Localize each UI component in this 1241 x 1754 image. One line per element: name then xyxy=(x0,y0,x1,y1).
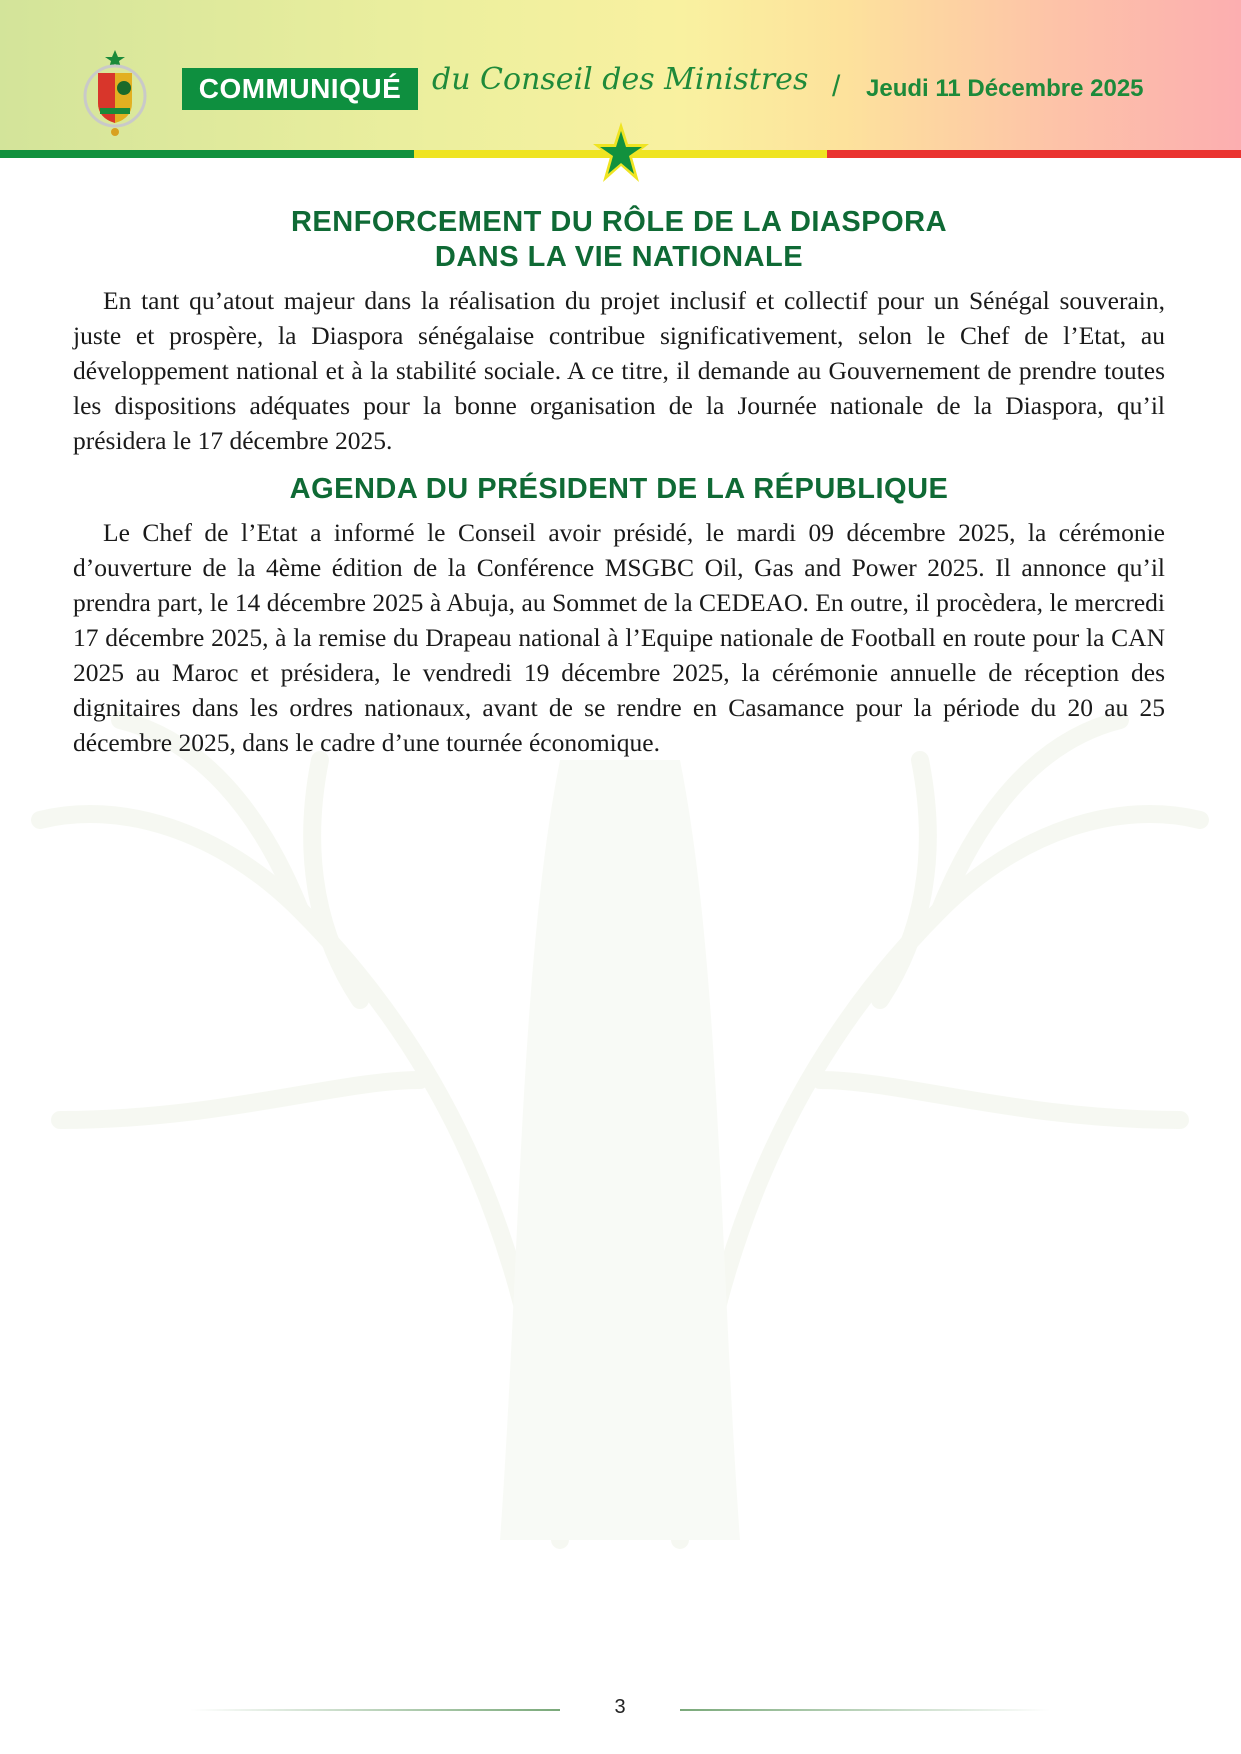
title-separator: / xyxy=(832,70,841,103)
section-heading-diaspora xyxy=(73,205,1165,275)
page-number: 3 xyxy=(614,1696,626,1718)
script-title: du Conseil des Ministres xyxy=(432,62,809,97)
footer-divider-right xyxy=(680,1709,1050,1711)
flag-stripe-green xyxy=(0,150,414,158)
coat-of-arms-icon xyxy=(80,48,150,138)
paragraph-diaspora: En tant qu’atout majeur dans la réalisation du projet inclusif et collectif pour un Sénégal souverain, juste et prospère, la Diaspora sénégalaise contribue significativement, selon le Chef de l’Etat, au développement national et à la stabilité sociale. A ce titre, il demande au Gouvernement de prendre toutes les dispositions adéquates pour la bonne organisation de la Journée nationale de la Diaspora, qu’il présidera le 17 décembre 2025. xyxy=(73,286,1165,455)
heading-line: DANS LA VIE NATIONALE xyxy=(434,241,804,273)
document-body xyxy=(73,205,1165,774)
footer-divider-left xyxy=(190,1709,560,1711)
flag-stripe-red xyxy=(827,150,1241,158)
star-icon xyxy=(593,122,649,182)
heading-line: RENFORCEMENT DU RÔLE DE LA DIASPORA xyxy=(290,206,948,238)
communique-badge: COMMUNIQUÉ xyxy=(182,68,418,110)
header-date: Jeudi 11 Décembre 2025 xyxy=(866,75,1144,102)
paragraph-agenda: Le Chef de l’Etat a informé le Conseil avoir présidé, le mardi 09 décembre 2025, la cérémonie d’ouverture de la 4ème édition de la Conférence MSGBC Oil, Gas and Power 2025. Il annonce qu’il prendra part, le 14 décembre 2025 à Abuja, au Sommet de la CEDEAO. En outre, il procèdera, le mercredi 17 décembre 2025, à la remise du Drapeau national à l’Equipe nationale de Football en route pour la CAN 2025 au Maroc et présidera, le vendredi 19 décembre 2025, la cérémonie annuelle de réception des dignitaires dans les ordres nationaux, avant de se rendre en Casamance pour la période du 20 au 25 décembre 2025, dans le cadre d’une tournée économique. xyxy=(73,518,1165,757)
section-heading-agenda: AGENDA DU PRÉSIDENT DE LA RÉPUBLIQUE xyxy=(289,473,949,505)
